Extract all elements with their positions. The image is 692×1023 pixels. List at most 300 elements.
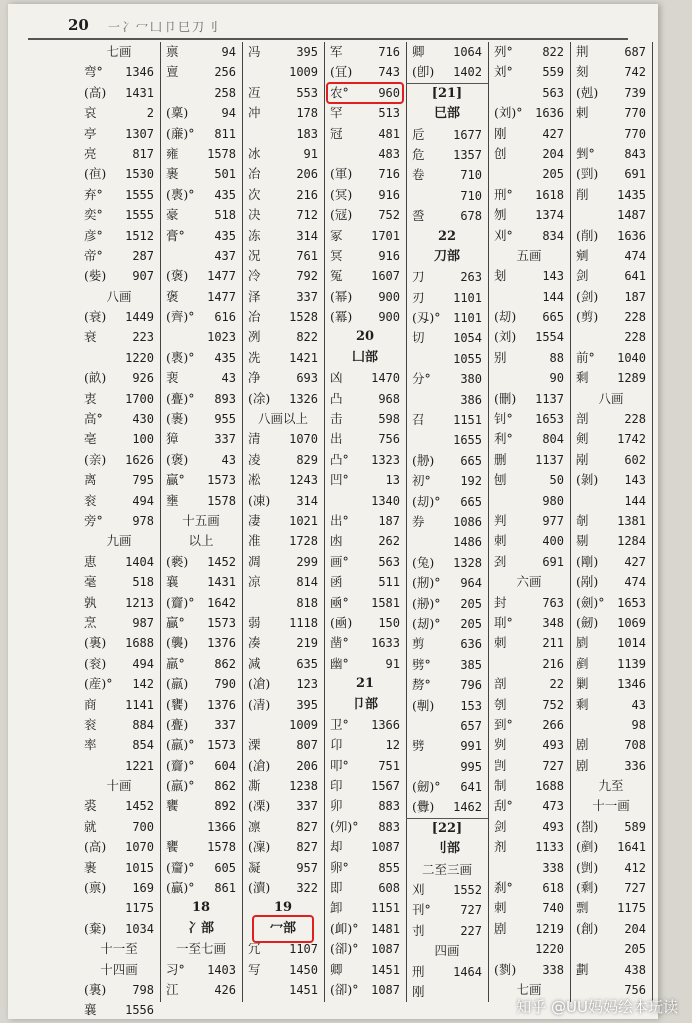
character: 饔 [166, 839, 179, 855]
radical-section-title: 刀部 [433, 248, 460, 264]
character: (棄) [84, 920, 107, 936]
character: 凑 [248, 635, 261, 651]
index-entry [324, 368, 406, 388]
page-reference: 1137 [535, 452, 564, 467]
character: 劈° [412, 656, 431, 672]
page-reference: 1451 [289, 982, 318, 997]
character: (饔) [166, 696, 189, 712]
character: 弯° [84, 64, 103, 80]
page-reference: 960 [378, 85, 400, 100]
page-reference: 1449 [125, 310, 154, 325]
page-reference: 829 [296, 452, 318, 467]
character: 危 [412, 146, 425, 162]
index-entry [78, 552, 160, 572]
page-reference: 955 [214, 412, 236, 427]
index-entry [160, 124, 242, 144]
page-reference: 1087 [371, 840, 400, 855]
character: 刻 [576, 64, 589, 80]
page-reference: 43 [221, 371, 236, 386]
page-reference: 144 [624, 493, 646, 508]
character: (裹) [166, 411, 189, 427]
index-entry [160, 613, 242, 633]
character: 剧 [576, 737, 589, 753]
page-reference: 1655 [453, 433, 482, 448]
character: 即 [330, 880, 343, 896]
character: 刃 [412, 289, 425, 305]
character: (軍) [330, 166, 353, 182]
page-reference: 1742 [617, 432, 646, 447]
character: 前° [576, 349, 595, 365]
page-reference: 1641 [617, 840, 646, 855]
index-entry [78, 654, 160, 674]
page-reference: 710 [460, 168, 482, 183]
index-entry [242, 83, 324, 103]
character: 就 [84, 818, 97, 834]
character: 凼 [330, 533, 343, 549]
page-reference: 474 [624, 575, 646, 590]
page-reference: 1555 [125, 187, 154, 202]
index-entry [78, 409, 160, 429]
index-entry [488, 654, 570, 674]
page-reference: 818 [296, 595, 318, 610]
character: 弃° [84, 186, 103, 202]
character: 孰 [84, 594, 97, 610]
character: 彦° [84, 227, 103, 243]
page-reference: 700 [132, 819, 154, 834]
index-entry [488, 450, 570, 470]
character: 衰 [84, 329, 97, 345]
character: (贏)° [166, 880, 195, 896]
page-reference: 1688 [535, 779, 564, 794]
index-entry [242, 307, 324, 327]
page-reference: 211 [542, 636, 564, 651]
page-reference: 827 [296, 819, 318, 834]
index-entry [488, 429, 570, 449]
page-reference: 1626 [125, 452, 154, 467]
page-reference: 618 [542, 881, 564, 896]
character: 召 [412, 412, 425, 428]
page-reference: 1133 [535, 840, 564, 855]
page-reference: 602 [624, 452, 646, 467]
character: 剂 [494, 839, 507, 855]
page-reference: 1554 [535, 330, 564, 345]
index-entry [406, 982, 488, 1002]
index-entry [406, 492, 488, 512]
character: (刪) [494, 390, 517, 406]
character: 帝° [84, 247, 103, 263]
index-entry [406, 62, 488, 82]
index-entry [242, 450, 324, 470]
page-reference: 1151 [371, 901, 400, 916]
page-reference: 1636 [535, 106, 564, 121]
character: (亹) [166, 716, 189, 732]
character: 卬 [330, 737, 343, 753]
index-entry [242, 348, 324, 368]
index-entry [488, 348, 570, 368]
character: 冶 [248, 309, 261, 325]
index-entry [160, 491, 242, 511]
page-reference: 1573 [207, 615, 236, 630]
page-reference: 228 [624, 412, 646, 427]
character: 剿 [576, 676, 589, 692]
index-entry [324, 287, 406, 307]
index-entry [242, 756, 324, 776]
index-entry [406, 716, 488, 736]
page-reference: 256 [214, 65, 236, 80]
page-reference: 553 [296, 85, 318, 100]
index-entry [406, 349, 488, 369]
index-entry [324, 715, 406, 735]
page-reference: 91 [385, 656, 400, 671]
index-entry [406, 900, 488, 920]
index-entry [488, 837, 570, 857]
index-entry [78, 735, 160, 755]
page-reference: 90 [549, 371, 564, 386]
page-reference: 1642 [207, 595, 236, 610]
page-reference: 12 [385, 738, 400, 753]
page-reference: 1070 [289, 432, 318, 447]
index-entry [324, 960, 406, 980]
index-entry [570, 491, 652, 511]
character: (刧)° [412, 493, 441, 509]
character: 切 [412, 330, 425, 346]
character: (剸) [412, 697, 435, 713]
index-entry [406, 512, 488, 532]
page-reference: 1633 [371, 636, 400, 651]
page-reference: 1374 [535, 208, 564, 223]
page-reference: 1340 [371, 493, 400, 508]
page-reference: 1653 [535, 412, 564, 427]
character: 卿 [330, 961, 343, 977]
character: 凸 [330, 390, 343, 406]
index-entry [160, 429, 242, 449]
character: 次 [248, 186, 261, 202]
character: 钊° [494, 411, 513, 427]
page-reference: 862 [214, 779, 236, 794]
character: 刨 [494, 472, 507, 488]
page-reference: 1618 [535, 187, 564, 202]
page-reference: 287 [132, 248, 154, 263]
page-reference: 1054 [453, 331, 482, 346]
index-entry [406, 880, 488, 900]
page-reference: 228 [624, 310, 646, 325]
character: (刘)° [494, 105, 523, 121]
index-entry [570, 164, 652, 184]
page-reference: 518 [214, 208, 236, 223]
character: 凌 [248, 451, 261, 467]
stroke-count-heading: 八画 [598, 390, 624, 406]
index-entry [78, 715, 160, 735]
index-entry [488, 919, 570, 939]
page-reference: 792 [296, 269, 318, 284]
page-reference: 150 [378, 615, 400, 630]
page-reference: 1023 [207, 330, 236, 345]
page-reference: 995 [460, 759, 482, 774]
page-reference: 1366 [371, 717, 400, 732]
page-reference: 518 [132, 575, 154, 590]
character: 冢 [330, 227, 343, 243]
index-entry [570, 124, 652, 144]
index-entry [570, 919, 652, 939]
page-reference: 1326 [289, 391, 318, 406]
page-reference: 153 [460, 698, 482, 713]
index-entry [570, 593, 652, 613]
character: (亲) [84, 451, 107, 467]
index-entry [160, 593, 242, 613]
character: 刚 [412, 983, 425, 999]
character: (凍) [248, 492, 271, 508]
page-reference: 1087 [371, 982, 400, 997]
radical-section-title: 刂部 [433, 841, 460, 857]
page-reference: 1431 [125, 85, 154, 100]
stroke-count-heading: 十画 [106, 778, 132, 794]
index-entry [78, 613, 160, 633]
character: 到° [494, 716, 513, 732]
page-reference: 763 [542, 595, 564, 610]
stroke-count-heading: 二至三画 [421, 861, 472, 877]
page-reference: 708 [624, 738, 646, 753]
index-entry [570, 144, 652, 164]
page-reference: 205 [542, 167, 564, 182]
page-reference: 822 [542, 45, 564, 59]
index-entry [324, 246, 406, 266]
character: 哀 [84, 105, 97, 121]
character: 冗 [248, 941, 261, 957]
character: (剙)° [412, 595, 441, 611]
page-reference: 338 [542, 860, 564, 875]
index-entry [488, 776, 570, 796]
index-entry [160, 266, 242, 286]
character: (刘) [494, 329, 517, 345]
page-reference: 657 [460, 718, 482, 733]
page-reference: 1137 [535, 391, 564, 406]
character: 准 [248, 533, 261, 549]
character: (亹)° [166, 390, 195, 406]
index-entry [160, 246, 242, 266]
page-reference: 395 [296, 697, 318, 712]
index-entry [78, 695, 160, 715]
page-reference: 727 [542, 758, 564, 773]
index-entry [488, 511, 570, 531]
character: 溧 [248, 737, 261, 753]
page-reference: 900 [378, 310, 400, 325]
index-entry [570, 42, 652, 62]
page-reference: 1528 [289, 310, 318, 325]
page-reference: 1677 [453, 127, 482, 142]
character: (冪) [330, 309, 353, 325]
character: (剴) [576, 859, 599, 875]
page-reference: 1487 [617, 208, 646, 223]
dictionary-page [8, 4, 658, 1019]
stroke-count-heading: 八画 [106, 288, 132, 304]
index-entry [324, 735, 406, 755]
page-reference: 299 [296, 554, 318, 569]
page-reference: 691 [542, 554, 564, 569]
index-entry [242, 633, 324, 653]
index-entry [570, 837, 652, 857]
index-entry [570, 450, 652, 470]
index-entry [570, 613, 652, 633]
index-entry [324, 776, 406, 796]
index-entry [242, 980, 324, 1000]
character: 剷 [576, 655, 589, 671]
index-entry [242, 429, 324, 449]
page-reference: 395 [296, 45, 318, 59]
index-entry [242, 226, 324, 246]
index-entry [324, 42, 406, 62]
page-reference: 907 [132, 269, 154, 284]
page-reference: 892 [214, 799, 236, 814]
index-entry [406, 675, 488, 695]
index-entry [242, 42, 324, 62]
index-entry [242, 878, 324, 898]
character: 刮° [494, 798, 513, 814]
character: 却 [330, 839, 343, 855]
page-reference: 187 [378, 513, 400, 528]
character: 裹 [84, 859, 97, 875]
index-entry [406, 736, 488, 756]
character: (釁) [412, 799, 435, 815]
index-entry [570, 715, 652, 735]
character: 剔 [576, 533, 589, 549]
page-reference: 693 [296, 371, 318, 386]
page-reference: 1573 [207, 473, 236, 488]
index-entry [406, 696, 488, 716]
character: 毫 [84, 574, 97, 590]
index-entry [406, 757, 488, 777]
page-reference: 206 [296, 758, 318, 773]
watermark: 知乎 @UU妈妈绘本玩读 [516, 998, 678, 1016]
character: 剩 [576, 696, 589, 712]
page-number: 20 [68, 16, 89, 34]
page-reference: 1573 [207, 738, 236, 753]
index-entry [324, 919, 406, 939]
index-entry [406, 206, 488, 226]
index-entry [488, 226, 570, 246]
page-reference: 1086 [453, 514, 482, 529]
page-reference: 1470 [371, 371, 400, 386]
page-reference: 563 [378, 554, 400, 569]
index-entry [160, 980, 242, 1000]
page-reference: 1376 [207, 636, 236, 651]
page-reference: 740 [542, 901, 564, 916]
character: (凃) [248, 390, 271, 406]
radical-number: 22 [437, 228, 457, 244]
index-entry [78, 756, 160, 776]
page-reference: 142 [132, 677, 154, 692]
page-reference: 435 [214, 228, 236, 243]
index-entry [570, 348, 652, 368]
character: 剜 [576, 247, 589, 263]
character: 剪 [412, 636, 425, 652]
character: 叩° [330, 757, 349, 773]
index-entry [570, 674, 652, 694]
index-entry [488, 327, 570, 347]
page-reference: 438 [624, 962, 646, 977]
index-entry [324, 450, 406, 470]
character: (夘)° [330, 818, 359, 834]
index-entry [488, 633, 570, 653]
page-reference: 822 [296, 330, 318, 345]
page-reference: 770 [624, 126, 646, 141]
character: 刘° [494, 64, 513, 80]
index-entry [488, 205, 570, 225]
index-entry [570, 368, 652, 388]
page-reference: 493 [542, 738, 564, 753]
character: (禀) [84, 880, 107, 896]
page-reference: 481 [378, 126, 400, 141]
page-reference: 100 [132, 432, 154, 447]
index-entry [78, 817, 160, 837]
index-entry [78, 1000, 160, 1020]
index-entry [78, 837, 160, 857]
page-reference: 337 [214, 717, 236, 732]
index-entry [160, 307, 242, 327]
character: (刱) [412, 452, 435, 468]
character: 冠 [330, 125, 343, 141]
index-entry [242, 858, 324, 878]
page-reference: 1404 [125, 554, 154, 569]
page-reference: 266 [542, 717, 564, 732]
stroke-count-heading: 以上 [188, 533, 214, 549]
index-entry [324, 266, 406, 286]
index-entry [488, 613, 570, 633]
page-reference: 412 [624, 860, 646, 875]
index-entry [488, 531, 570, 551]
character: 凛 [248, 818, 261, 834]
index-entry [160, 83, 242, 103]
index-entry [406, 288, 488, 308]
index-entry [324, 939, 406, 959]
character: 冰 [248, 145, 261, 161]
character: 高° [84, 411, 103, 427]
character: 卫° [330, 716, 349, 732]
character: (褒) [166, 268, 189, 284]
index-entry [488, 266, 570, 286]
character: 亳 [84, 431, 97, 447]
index-entry [160, 715, 242, 735]
index-entry [242, 287, 324, 307]
character: 旁° [84, 512, 103, 528]
page-reference: 1107 [289, 942, 318, 957]
character: 荆 [576, 44, 589, 59]
character: (卻)° [330, 941, 359, 957]
character: (高) [84, 839, 107, 855]
index-entry [570, 103, 652, 123]
stroke-count-heading: 九画 [106, 533, 132, 549]
character: 劃 [576, 961, 589, 977]
index-entry [160, 695, 242, 715]
page-reference: 1221 [125, 758, 154, 773]
page-reference: 893 [214, 391, 236, 406]
character: 凝 [248, 859, 261, 875]
page-reference: 1346 [617, 677, 646, 692]
index-entry [78, 103, 160, 123]
page-reference: 1481 [371, 921, 400, 936]
character: 凶 [330, 370, 343, 386]
index-entry [406, 451, 488, 471]
index-entry [324, 796, 406, 816]
character: 剉° [576, 145, 595, 161]
page-reference: 1477 [207, 289, 236, 304]
character: 罕 [330, 105, 343, 121]
stroke-count-heading: 十一至 [100, 941, 138, 957]
index-entry [242, 654, 324, 674]
character: (卻)° [330, 981, 359, 997]
page-reference: 1151 [453, 413, 482, 428]
page-reference: 1213 [125, 595, 154, 610]
page-reference: 1307 [125, 126, 154, 141]
